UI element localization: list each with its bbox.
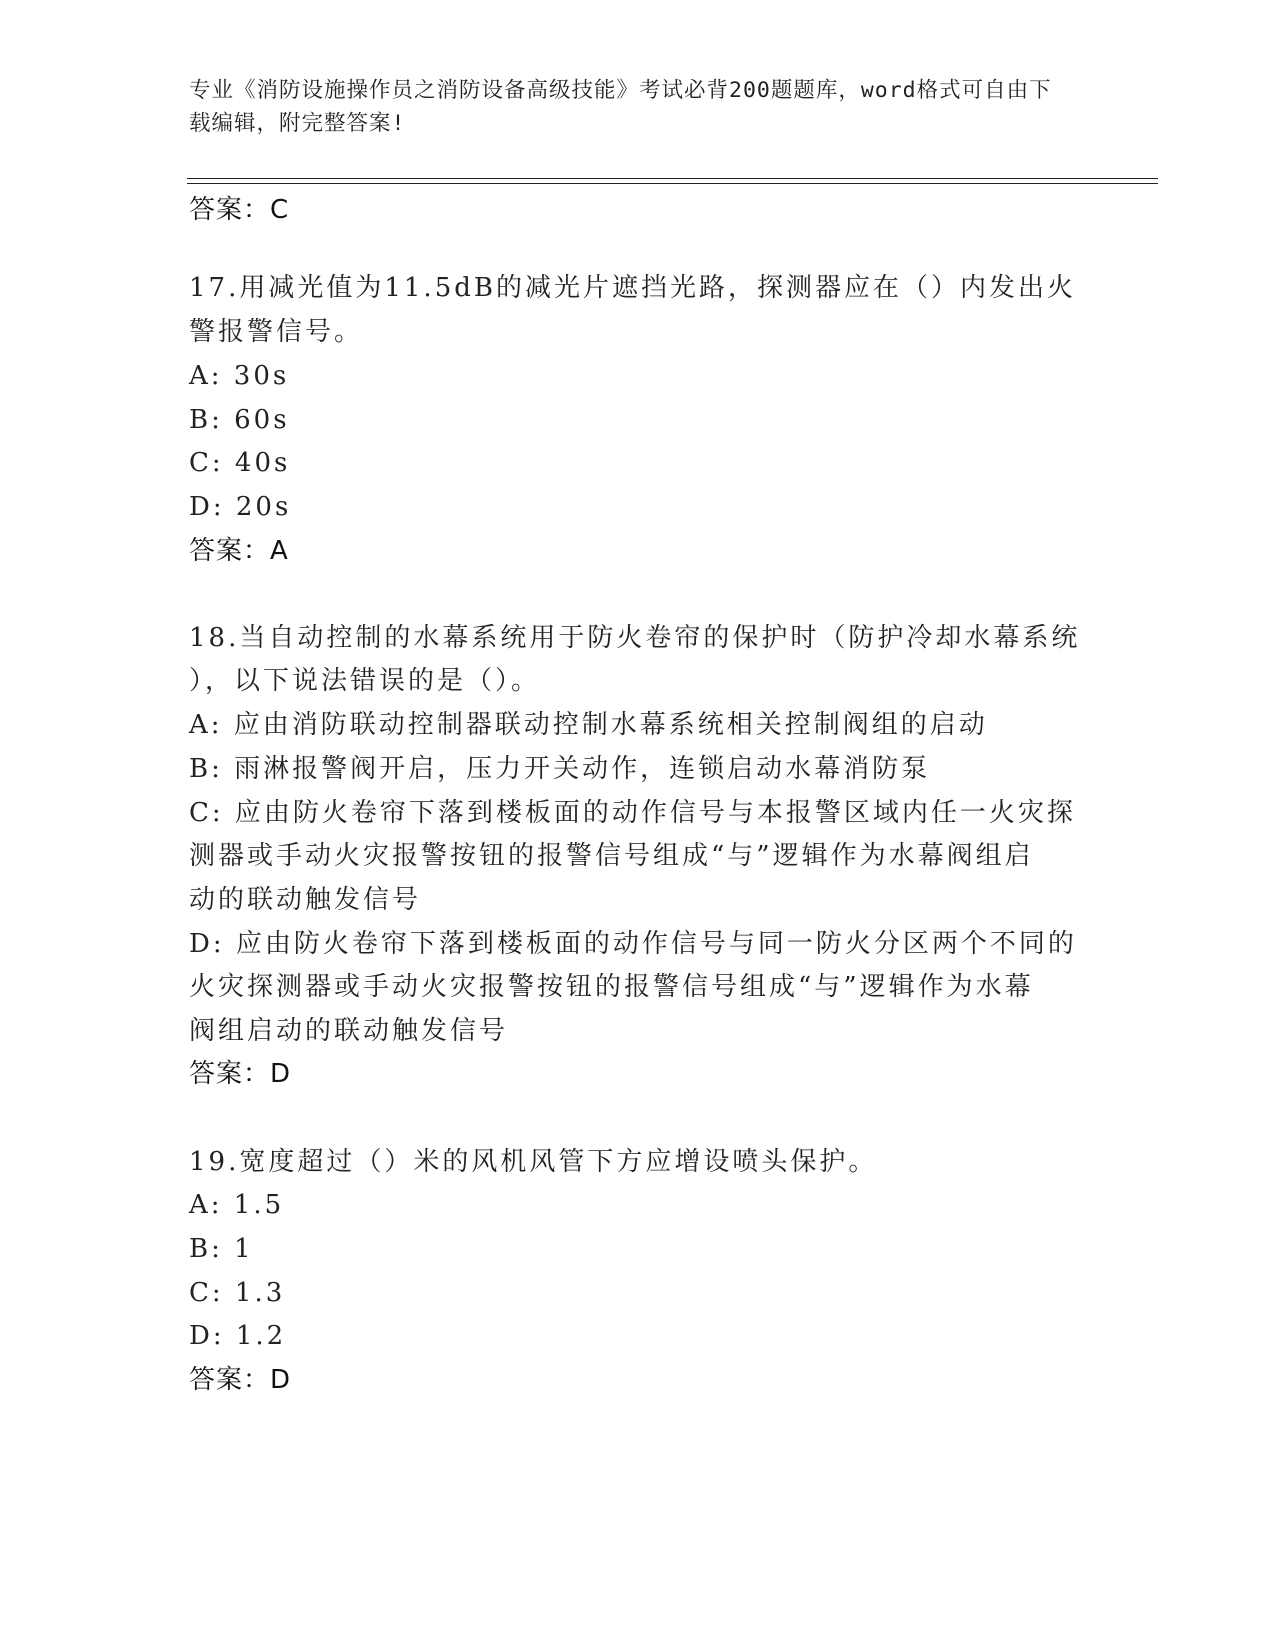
option-a: A: 1.5 bbox=[189, 1190, 285, 1220]
option-c-cont: 测器或手动火灾报警按钮的报警信号组成“与”逻辑作为水幕阀组启 bbox=[189, 841, 1034, 871]
option-c: C: 1.3 bbox=[189, 1278, 286, 1308]
option-d-cont: 阀组启动的联动触发信号 bbox=[189, 1016, 509, 1046]
question-stem-line: 17.用减光值为11.5dB的减光片遮挡光路，探测器应在（）内发出火 bbox=[189, 273, 1076, 303]
option-c: C: 40s bbox=[189, 448, 291, 478]
option-d: D: 1.2 bbox=[189, 1321, 287, 1351]
answer-line: 答案：D bbox=[189, 1059, 292, 1089]
question-stem-line: 19.宽度超过（）米的风机风管下方应增设喷头保护。 bbox=[189, 1147, 878, 1177]
option-b: B: 雨淋报警阀开启，压力开关动作，连锁启动水幕消防泵 bbox=[189, 754, 931, 784]
option-a: A: 应由消防联动控制器联动控制水幕系统相关控制阀组的启动 bbox=[189, 710, 988, 740]
answer-line: 答案：A bbox=[189, 536, 289, 566]
option-c: C: 应由防火卷帘下落到楼板面的动作信号与本报警区域内任一火灾探 bbox=[189, 798, 1076, 828]
option-d: D: 20s bbox=[189, 492, 292, 522]
option-b: B: 60s bbox=[189, 405, 290, 435]
answer-line: 答案：C bbox=[189, 195, 290, 225]
option-d-cont: 火灾探测器或手动火灾报警按钮的报警信号组成“与”逻辑作为水幕 bbox=[189, 972, 1034, 1002]
option-c-cont: 动的联动触发信号 bbox=[189, 885, 422, 915]
option-a: A: 30s bbox=[189, 361, 290, 391]
option-d: D: 应由防火卷帘下落到楼板面的动作信号与同一防火分区两个不同的 bbox=[189, 929, 1077, 959]
option-b: B: 1 bbox=[189, 1234, 254, 1264]
header-rule-top bbox=[187, 178, 1158, 179]
question-stem-line: ），以下说法错误的是（）。 bbox=[189, 666, 541, 696]
question-stem-line: 18.当自动控制的水幕系统用于防火卷帘的保护时（防护冷却水幕系统 bbox=[189, 623, 1081, 653]
answer-line: 答案：D bbox=[189, 1365, 292, 1395]
header-rule-bottom bbox=[187, 183, 1158, 184]
question-stem-line: 警报警信号。 bbox=[189, 317, 364, 347]
document-header: 专业《消防设施操作员之消防设备高级技能》考试必背200题题库，word格式可自由下载编辑，附完整答案! bbox=[189, 78, 1052, 136]
